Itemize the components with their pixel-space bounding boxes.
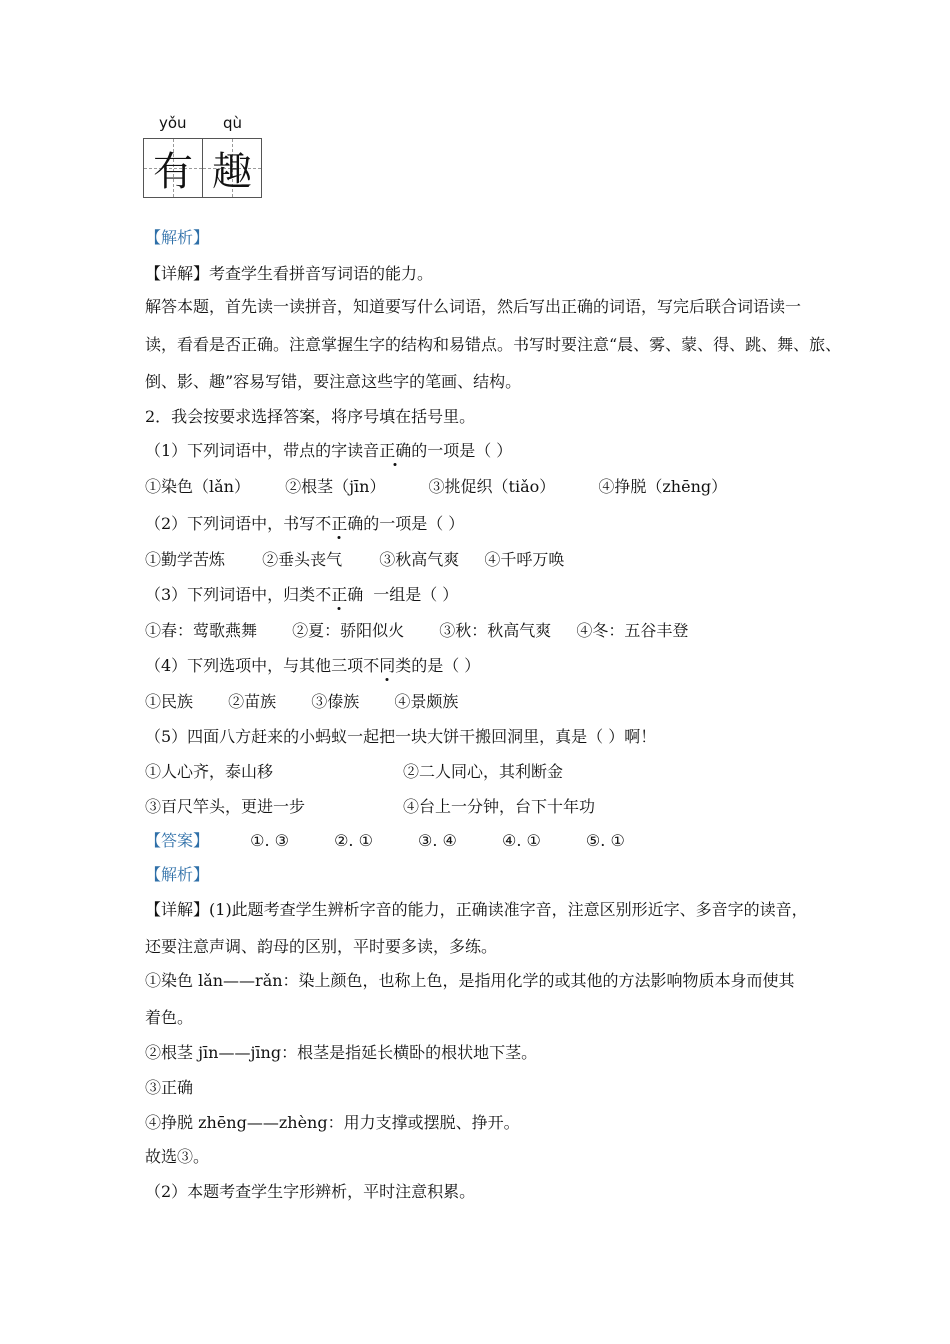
paragraph-7: ②根茎 jīn——jīng：根茎是指延长横卧的根状地下茎。 bbox=[145, 1043, 538, 1062]
options-2-1: ①染色（lǎn） ②根茎（jīn） ③挑促织（tiǎo） ④挣脱（zhēng） bbox=[145, 477, 728, 496]
question-2-2: （2）下列词语中，书写不正确的一项是（ ） bbox=[145, 514, 465, 533]
question-2-1: （1）下列词语中，带点的字读音正确的一项是（ ） bbox=[145, 441, 513, 460]
paragraph-9: ④挣脱 zhēng——zhèng：用力支撑或摆脱、挣开。 bbox=[145, 1113, 520, 1132]
emphasis-dotted: 不正确 bbox=[315, 585, 364, 604]
pinyin-word-box bbox=[143, 114, 263, 200]
emphasis-dotted: 不同类 bbox=[363, 656, 412, 675]
pinyin-1: yǒu bbox=[159, 114, 187, 132]
paragraph-4: 还要注意声调、韵母的区别，平时要多读，多练。 bbox=[145, 937, 498, 956]
paragraph-8: ③正确 bbox=[145, 1078, 194, 1097]
pinyin-2: qù bbox=[223, 114, 243, 132]
tianzige-cell-1: 有 bbox=[143, 138, 203, 198]
emphasis-dotted: 不正确 bbox=[315, 514, 364, 533]
emphasis-dotted: 正确 bbox=[379, 441, 412, 460]
analysis-heading-2: 【解析】 bbox=[145, 865, 210, 884]
options-2-5-row1: ①人心齐，泰山移 ②二人同心，其利断金 bbox=[145, 762, 564, 781]
answer-line: 【答案】 ①. ③ ②. ① ③. ④ ④. ① ⑤. ① bbox=[145, 831, 625, 850]
paragraph-5: ①染色 lǎn——rǎn：染上颜色，也称上色，是指用化学的或其他的方法影响物质本身而使其 bbox=[145, 971, 795, 990]
options-2-5-row2: ③百尺竿头，更进一步 ④台上一分钟，台下十年功 bbox=[145, 797, 596, 816]
question-2-5: （5）四面八方赶来的小蚂蚁一起把一块大饼干搬回洞里，真是（ ）啊！ bbox=[145, 727, 657, 746]
tianzige-grid bbox=[143, 138, 261, 198]
detail-2: 【详解】(1)此题考查学生辨析字音的能力，正确读准字音，注意区别形近字、多音字的读音， bbox=[145, 900, 808, 919]
paragraph-2: 读，看看是否正确。注意掌握生字的结构和易错点。书写时要注意“晨、雾、蒙、得、跳、舞、旅、 bbox=[145, 335, 842, 354]
question-2: 2．我会按要求选择答案，将序号填在括号里。 bbox=[145, 407, 476, 426]
options-2-4: ①民族 ②苗族 ③傣族 ④景颇族 bbox=[145, 692, 459, 711]
question-2-4: （4）下列选项中，与其他三项不同类的是（ ） bbox=[145, 656, 481, 675]
detail-1: 【详解】考查学生看拼音写词语的能力。 bbox=[145, 264, 434, 283]
options-2-3: ①春：莺歌燕舞 ②夏：骄阳似火 ③秋：秋高气爽 ④冬：五谷丰登 bbox=[145, 621, 689, 640]
options-2-2: ①勤学苦炼 ②垂头丧气 ③秋高气爽 ④千呼万唤 bbox=[145, 550, 565, 569]
paragraph-10: 故选③。 bbox=[145, 1147, 210, 1166]
analysis-heading-1: 【解析】 bbox=[145, 228, 210, 247]
tianzige-cell-2: 趣 bbox=[202, 138, 262, 198]
paragraph-3: 倒、影、趣”容易写错，要注意这些字的笔画、结构。 bbox=[145, 372, 522, 391]
paragraph-11: （2）本题考查学生字形辨析，平时注意积累。 bbox=[145, 1182, 476, 1201]
question-2-3: （3）下列词语中，归类不正确 一组是（ ） bbox=[145, 585, 459, 604]
paragraph-1: 解答本题，首先读一读拼音，知道要写什么词语，然后写出正确的词语，写完后联合词语读一 bbox=[145, 297, 802, 316]
paragraph-6: 着色。 bbox=[145, 1008, 194, 1027]
